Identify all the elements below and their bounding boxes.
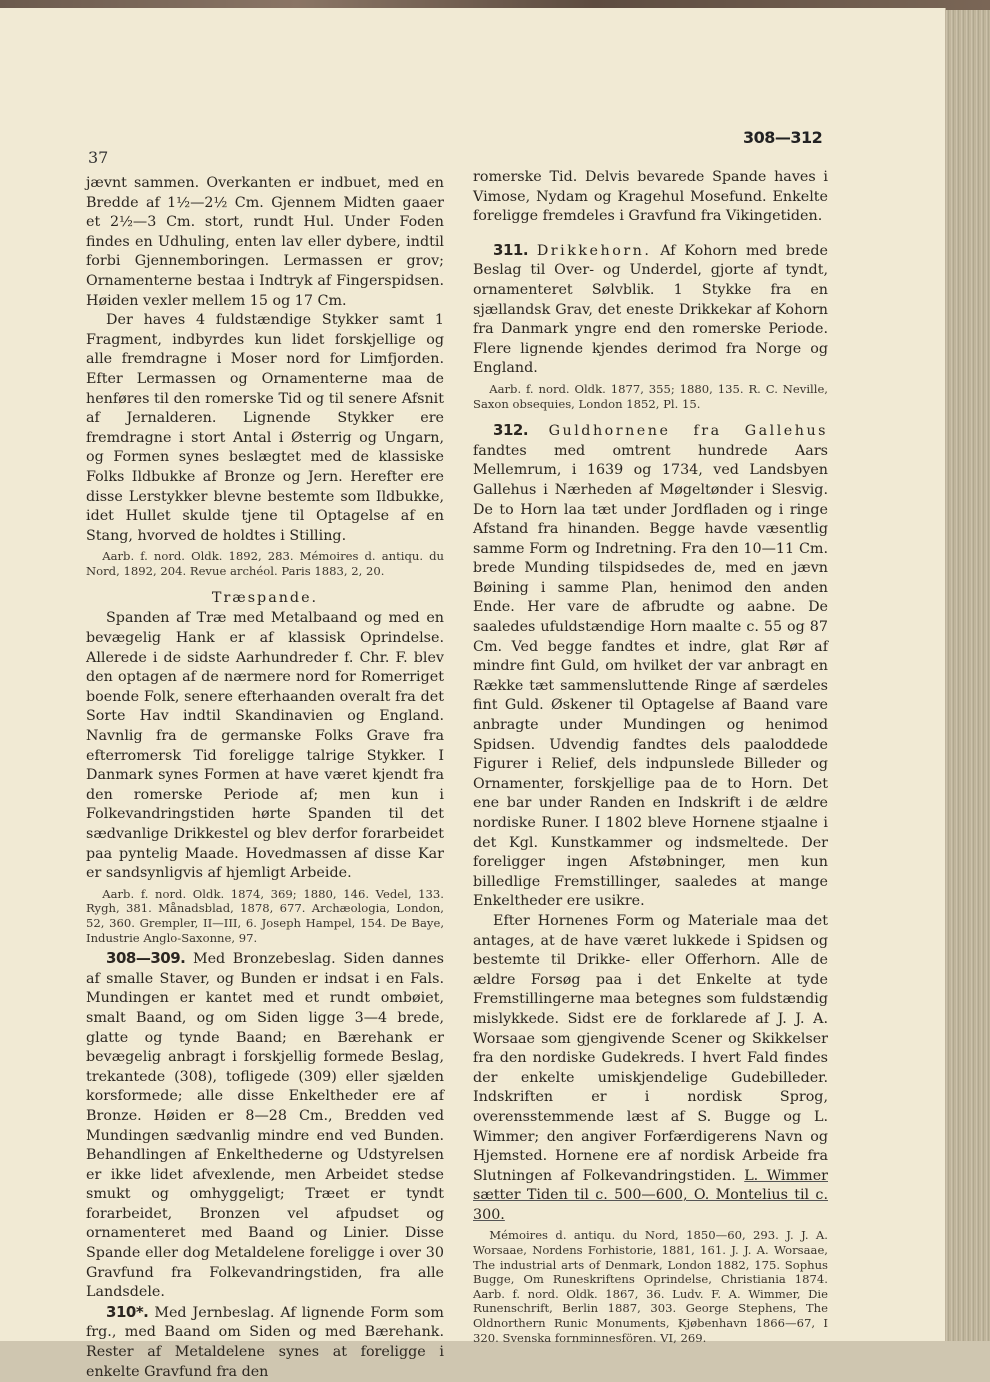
paragraph: Spanden af Træ med Metalbaand og med en bevægelig Hank er af klassisk Oprindelse. Allerede i de sidste Aarhundreder f. Chr. F. blev den optagen af de nærmere nord for Romerriget boende Folk, senere efterhaanden overalt fra det Sorte Hav indtil Skandinavien og England. Navnlig fra de germanske Folks Grave fra efterromersk Tid foreligge talrige Stykker. I Danmark synes Formen at have været kjendt fra den romerske Periode af; men kun i Folkevandringstiden hørte Spanden til det sædvanlige Drikkestel og blev derfor forarbeidet paa pyntelig Maade. Hovedmassen af disse Kar er sandsynligvis af hjemligt Arbeide. bbox=[86, 610, 444, 882]
paragraph bbox=[473, 912, 828, 1226]
reference-note: Aarb. f. nord. Oldk. 1874, 369; 1880, 146. Vedel, 133. Rygh, 381. Månadsblad, 1878, 677. Archæologia, London, 52, 360. Grempler, II—III, 6. Joseph Hampel, 154. De Baye, Industrie Anglo-Saxonne, 97. bbox=[86, 886, 444, 945]
entry-text: fandtes med omtrent hundrede Aars Mellemrum, i 1639 og 1734, ved Landsbyen Gallehus i Nærheden af Møgeltønder i Slesvig. De to Horn laa tæt under Jordfladen og i ringe Afstand fra hinanden. Begge havde væsentlig samme Form og Indretning. Fra den 10—11 Cm. brede Munding tilspidsedes de, med en jævn Bøining i samme Plan, henimod den anden Ende. Her vare de afbrudte og aabne. De saaledes ufuldstændige Horn maalte c. 55 og 87 Cm. Ved begge fandtes et indre, glat Rør af mindre fint Guld, om hvilket der var anbragt en Række tæt sammensluttende Ringe af særdeles fint Guld. Øskener til Optagelse af Baand vare anbragte under Mundingen og henimod Spidsen. Udvendig fandtes dels paaloddede Figurer i Relief, dels indpunslede Billeder og Ornamenter, forskjellige paa de to Horn. Det ene bar under Randen en Indskrift i de ældre nordiske Runer. I 1802 bleve Hornene stjaalne i det Kgl. Kunstkammer og indsmeltede. Der foreligger ingen Afstøbninger, men kun billedlige Fremstillinger, saaledes at mange Enkeltheder ere usikre. bbox=[473, 442, 828, 910]
paragraph: jævnt sammen. Overkanten er indbuet, med en Bredde af 1½—2½ Cm. Gjennem Midten gaaer et 2½—3 Cm. stort, rundt Hul. Under Foden findes en Udhuling, enten lav eller dybere, indtil forbi Gjennemboringen. Lermassen er grov; Ornamenterne bestaa i Indtryk af Fingerspidsen. Høiden vexler mellem 15 og 17 Cm. bbox=[86, 175, 444, 309]
entry-number: 308—309. bbox=[106, 949, 186, 968]
entry-title: Drikkehorn. bbox=[536, 242, 652, 259]
entry-312 bbox=[473, 421, 828, 912]
entry-number: 310*. bbox=[106, 1302, 149, 1321]
paragraph-text: Efter Hornenes Form og Materiale maa det antages, at de have været lukkede i Spidsen og bestemte til Drikke- eller Offerhorn. Alle de ældre Forsøg paa i det Enkelte at tyde Fremstillingerne maa betegnes som fuldstændig mislykkede. Sidst ere de forklarede af J. J. A. Worsaae som gjengivende Scener og Skikkelser fra den nordiske Gudekreds. I hvert Fald findes der enkelte umiskjendelige Gudebilleder. Indskriften er i nordisk Sprog, overensstemmende læst af S. Bugge og L. Wimmer; den angiver Forfærdigerens Navn og Hjemsted. Hornene ere af nordisk Arbeide fra Slutningen af Folkevandringstiden. bbox=[473, 912, 828, 1184]
entry-title: Guldhornene fra Gallehus bbox=[548, 423, 828, 440]
entry-text: Med Bronzebeslag. Siden dannes af smalle Staver, og Bunden er indsat i en Fals. Mundingen er kantet med et rundt ombøiet, smalt Baand, og om Siden ligge 3—4 brede, glatte og tynde Baand; en Bærehank er bevægelig anbragt i forskjellig formede Beslag, trekantede (308), tofligede (309) eller sjælden korsformede; alle disse Enkeltheder ere af Bronze. Høiden er 8—28 Cm., Bredden ved Mundingen sædvanlig mindre end ved Bunden. Behandlingen af Enkelthederne og Udstyrelsen er ikke lidet afvexlende, men Arbeidet stedse smukt og omhyggeligt; Træet er tyndt forarbeidet, Bronzen vel afpudset og ornamenteret med Baand og Linier. Disse Spande eller dog Metaldelene foreligge i over 30 Gravfund fra Folkevandringstiden, fra alle Landsdele. bbox=[86, 951, 444, 1301]
entry-number: 312. bbox=[493, 421, 529, 440]
handwritten-annotation: L. Wimmer sætter Tiden til c. 500—600, O. Montelius til c. 300. bbox=[473, 1167, 828, 1223]
entry-310 bbox=[86, 1303, 444, 1382]
subheading bbox=[86, 590, 444, 606]
entry-number: 311. bbox=[493, 240, 529, 259]
reference-note: Mémoires d. antiqu. du Nord, 1850—60, 293. J. J. A. Worsaae, Nordens Forhistorie, 1881, 161. J. J. A. Worsaae, The industrial arts of Denmark, London 1882, 175. Sophus Bugge, Om Runeskriftens Oprindelse, Christiania 1874. Aarb. f. nord. Oldk. 1867, 36. Ludv. F. A. Wimmer, Die Runenschrift, Berlin 1887, 303. George Stephens, The Oldnorthern Runic Monuments, Kjøbenhavn 1866—67, I 320. Svenska fornminnesfören. VI, 269. bbox=[473, 1228, 828, 1345]
paragraph: romerske Tid. Delvis bevarede Spande haves i Vimose, Nydam og Kragehul Mosefund. Enkelte foreligge fremdeles i Gravfund fra Vikingetiden. bbox=[473, 169, 828, 225]
page-edges bbox=[945, 10, 990, 1341]
left-column bbox=[86, 174, 444, 1382]
entry-311 bbox=[473, 241, 828, 379]
right-column bbox=[473, 168, 828, 1345]
entry-text: Med Jernbeslag. Af lignende Form som frg., med Baand om Siden og med Bærehank. Rester af Metaldelene synes at foreligge i enkelte Gravfund fra den bbox=[86, 1304, 444, 1380]
subheading-text: Træspande. bbox=[211, 590, 319, 607]
section-range-header: 308—312 bbox=[743, 128, 823, 147]
entry-text: Af Kohorn med brede Beslag til Over- og Underdel, gjorte af tyndt, ornamenteret Sølvblik. 1 Stykke fra en sjællandsk Grav, det eneste Drikkekar af Kohorn fra Danmark yngre end den romerske Periode. Flere lignende kjendes derimod fra Norge og England. bbox=[473, 242, 828, 377]
paragraph: Der haves 4 fuldstændige Stykker samt 1 Fragment, indbyrdes kun lidet forskjellige og alle fremdragne i Moser nord for Limfjorden. Efter Lermassen og Ornamenterne maa de henføres til den romerske Tid og til senere Afsnit af Jernalderen. Lignende Stykker ere fremdragne i stort Antal i Østerrig og Ungarn, og Formen synes beslægtet med de klassiske Folks Ildbukke af Bronze og Jern. Herefter ere disse Lerstykker blevne bestemte som Ildbukke, idet Hullet skulde tjene til Optagelse af en Stang, hvorved de holdtes i Stilling. bbox=[86, 312, 444, 544]
page-number: 37 bbox=[88, 148, 109, 167]
entry-308-309 bbox=[86, 949, 444, 1303]
reference-note: Aarb. f. nord. Oldk. 1877, 355; 1880, 135. R. C. Neville, Saxon obsequies, London 1852, Pl. 15. bbox=[473, 381, 828, 411]
reference-note: Aarb. f. nord. Oldk. 1892, 283. Mémoires d. antiqu. du Nord, 1892, 204. Revue archéol. Paris 1883, 2, 20. bbox=[86, 549, 444, 578]
